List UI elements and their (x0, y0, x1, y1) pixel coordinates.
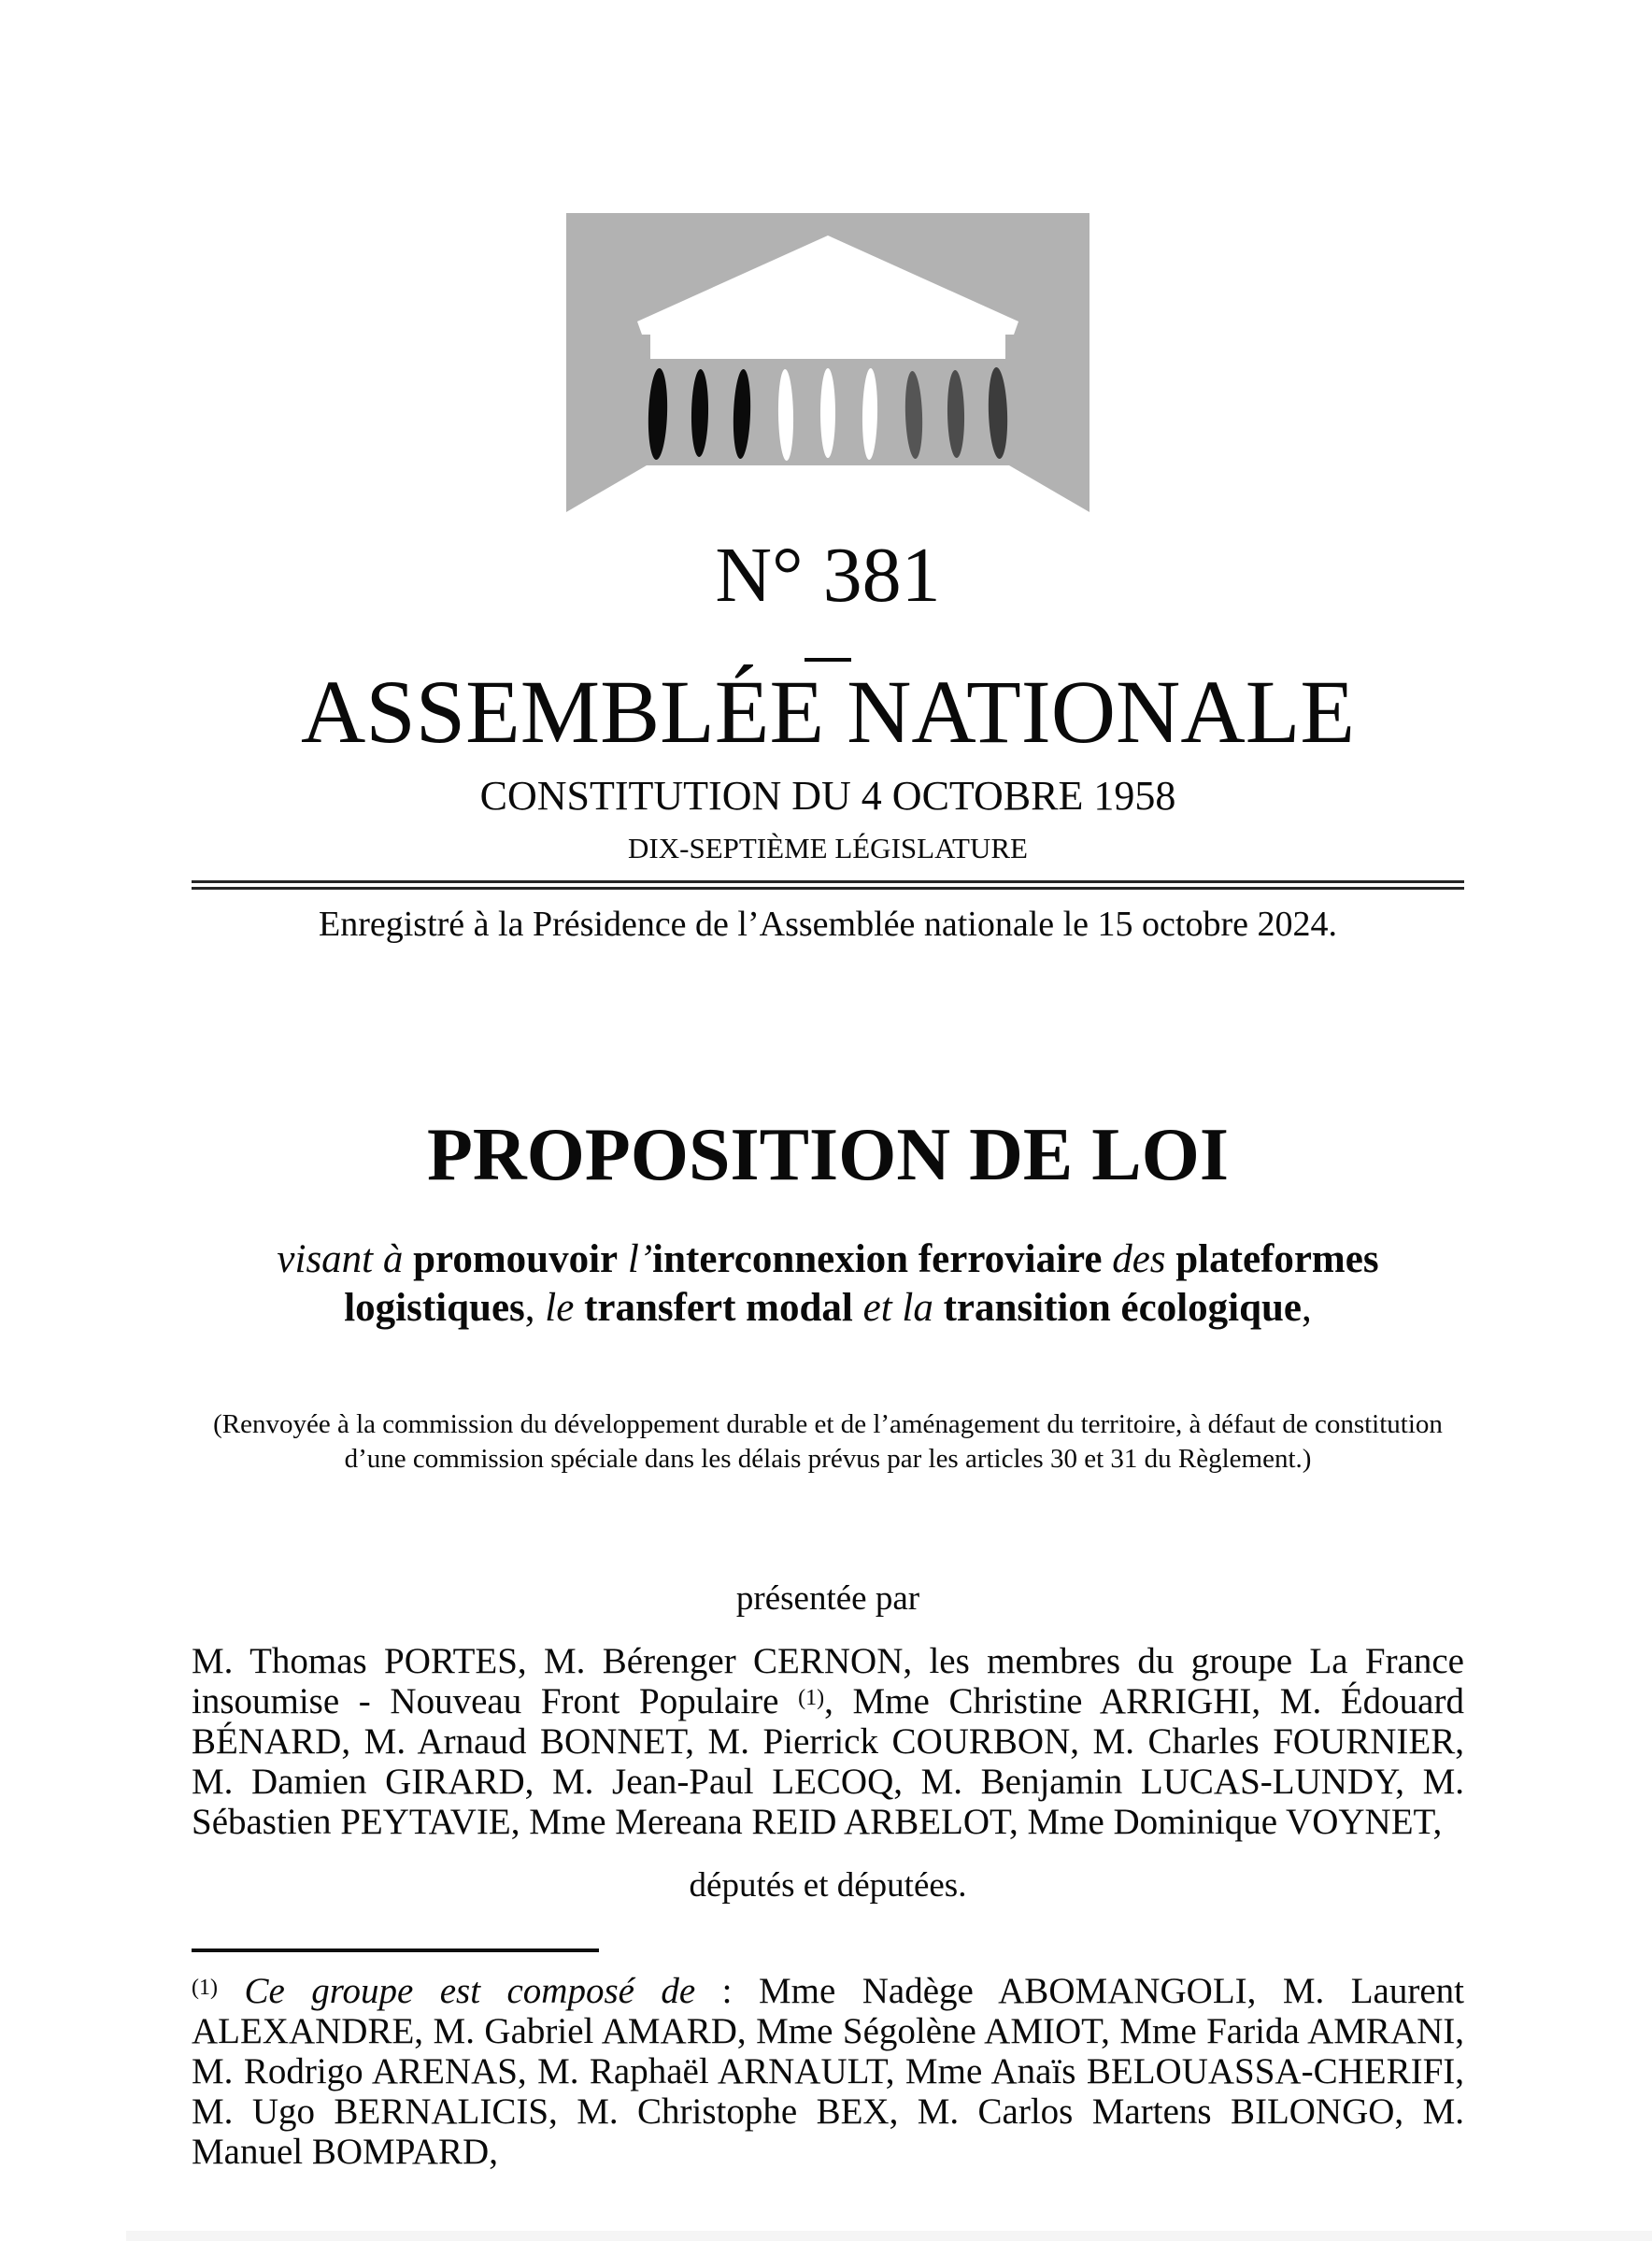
proposition-title: PROPOSITION DE LOI (427, 1114, 1229, 1196)
footnote-body: Mme Nadège ABOMANGOLI, M. Laurent ALEXANDRE, M. Gabriel AMARD, Mme Ségolène AMIOT, Mme Farida AMRANI, M. Rodrigo ARENAS, M. Raphaël ARNAULT, Mme Anaïs BELOUASSA-CHERIFI, M. Ugo BERNALICIS, M. Christophe BEX, M. Carlos Martens BILONGO, M. Manuel BOMPARD, (192, 1971, 1464, 2172)
authors-paragraph (192, 1641, 1464, 1842)
subtitle-segment: , (1302, 1286, 1312, 1330)
subtitle-segment: et la (852, 1286, 944, 1330)
subtitle-segment: plateformes logistiques (344, 1237, 1379, 1330)
footnote-separator-rule (192, 1948, 599, 1952)
subtitle-segment: des (1102, 1237, 1176, 1281)
subtitle-segment: l’ (618, 1237, 653, 1281)
registration-line: Enregistré à la Présidence de l’Assemblée nationale le 15 octobre 2024. (319, 905, 1337, 944)
legislature-line: DIX-SEPTIÈME LÉGISLATURE (628, 832, 1028, 864)
constitution-line: CONSTITUTION DU 4 OCTOBRE 1958 (479, 773, 1176, 819)
double-horizontal-rule (192, 880, 1464, 890)
footnote-separator: : (695, 1971, 759, 2011)
logo-architrave (650, 333, 1005, 359)
subtitle-segment: promouvoir (413, 1237, 619, 1281)
deputies-line: députés et députées. (689, 1866, 967, 1905)
subtitle-segment: transition écologique (943, 1286, 1303, 1330)
subtitle-segment: visant à (277, 1237, 414, 1281)
document-number: N° 381 (715, 532, 941, 619)
subtitle-segment: , (524, 1286, 546, 1330)
presented-by-label: présentée par (735, 1579, 920, 1618)
footnote-marker: (1) (192, 1976, 218, 2000)
footnote-reference-marker: (1) (798, 1686, 825, 1710)
subtitle-segment: transfert modal (584, 1286, 853, 1330)
footnote-lead: Ce groupe est composé de (217, 1971, 696, 2011)
subtitle-segment: interconnexion ferroviaire (652, 1237, 1103, 1281)
footnote-paragraph (192, 1971, 1464, 2172)
authors-text: , Mme Christine ARRIGHI, M. Édouard BÉNARD, M. Arnaud BONNET, M. Pierrick COURBON, M. Charles FOURNIER, M. Damien GIRARD, M. Jean-Paul LECOQ, M. Benjamin LUCAS-LUNDY, M. Sébastien PEYTAVIE, Mme Mereana REID ARBELOT, Mme Dominique VOYNET, (192, 1681, 1464, 1842)
subtitle-segment: le (545, 1286, 585, 1330)
commission-referral-note: (Renvoyée à la commission du développement durable et de l’aménagement du territoire, à défaut de constitution d’une commission spéciale dans les délais prévus par les articles 30 et 31 du Règlement.) (213, 1409, 1443, 1474)
institution-title: ASSEMBLÉE NATIONALE (301, 662, 1355, 762)
page-edge-strip (126, 2231, 1652, 2241)
proposition-subtitle (192, 1235, 1464, 1333)
logo-column-5-icon (820, 368, 835, 458)
authors-text: M. Thomas PORTES, M. Bérenger CERNON, les membres du groupe La France insoumise - Nouveau Front Populaire (192, 1641, 1464, 1721)
assemblee-nationale-logo (566, 213, 1089, 512)
